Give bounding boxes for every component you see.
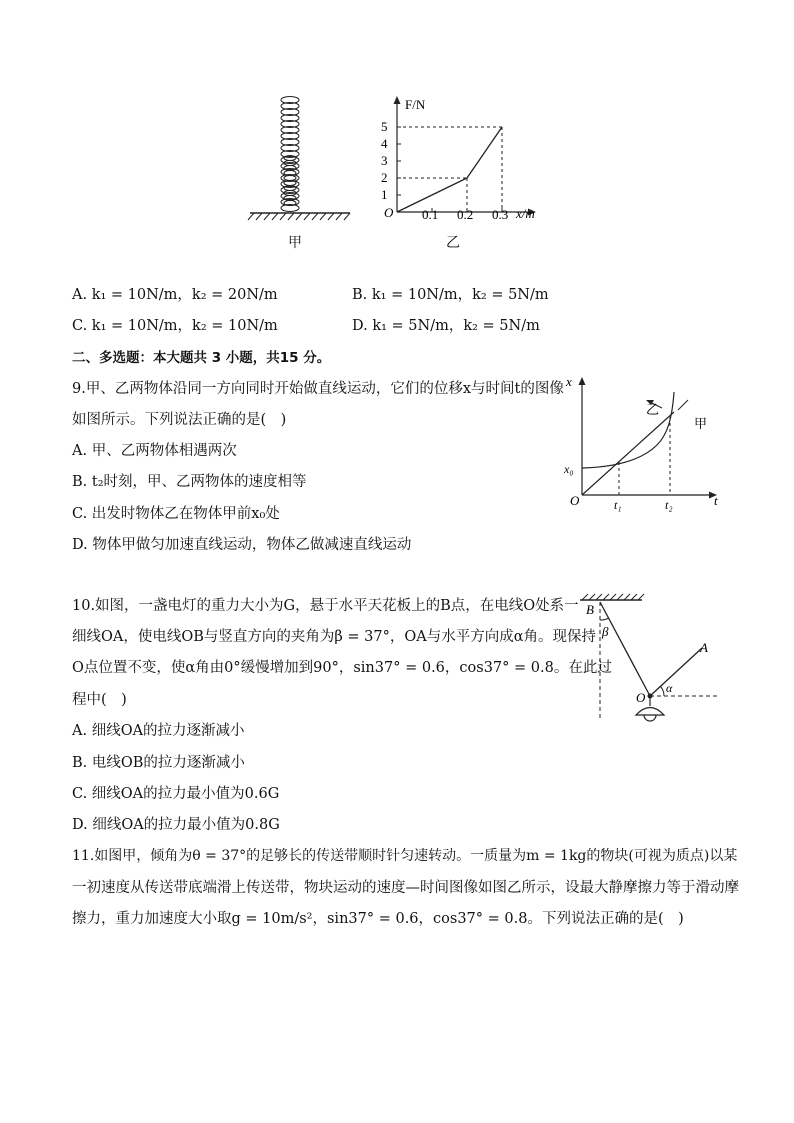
section-heading: 二、多选题：本大题共 3 小题，共15 分。 [72, 350, 331, 366]
x0-label: x₀ [564, 462, 574, 476]
q9-option-a: A. 甲、乙两物体相遇两次 [72, 443, 237, 459]
q8-option-b: B. k₁ = 10N/m，k₂ = 5N/m [352, 287, 549, 303]
q11-line2: 一初速度从传送带底端滑上传送带，物块运动的速度—时间图像如图乙所示，设最大静摩擦力等于滑动摩 [72, 880, 739, 896]
y-tick-2: 2 [381, 170, 388, 185]
label-A: A [700, 640, 708, 655]
q10-stem-line1: 10.如图，一盏电灯的重力大小为G，悬于水平天花板上的B点，在电线O处系一 [72, 598, 579, 614]
origin-label: O [384, 205, 394, 220]
q9-xt-graph [562, 370, 727, 518]
x-axis-label: x [566, 374, 572, 389]
label-beta: β [602, 624, 609, 639]
y-axis-arrow [394, 96, 401, 104]
yi-label: 乙 [646, 402, 660, 417]
lamp-shade [636, 708, 664, 716]
figure-label-jia: 甲 [288, 235, 302, 251]
beta-arc [600, 618, 609, 620]
label-O: O [636, 690, 646, 705]
q8-option-a: A. k₁ = 10N/m，k₂ = 20N/m [72, 287, 278, 303]
q11-line3: 擦力，重力加速度大小取g = 10m/s²，sin37° = 0.6，cos37° = 0.8。下列说法正确的是( ) [72, 911, 684, 927]
x-tick-3: 0.3 [492, 207, 509, 222]
label-B: B [586, 602, 594, 617]
q9-option-b: B. t₂时刻，甲、乙两物体的速度相等 [72, 474, 307, 490]
q8-option-c: C. k₁ = 10N/m，k₂ = 10N/m [72, 318, 278, 334]
x-tick-1: 0.1 [422, 207, 439, 222]
guide-lines [397, 127, 502, 212]
y-tick-5: 5 [381, 119, 388, 134]
x-axis-label: x/m [516, 206, 535, 221]
q11-line1: 11.如图甲，倾角为θ = 37°的足够长的传送带顺时针匀速转动。一质量为m = 1kg的物块(可视为质点)以某 [72, 848, 738, 864]
y-tick-3: 3 [381, 153, 388, 168]
t2-label: t₂ [665, 498, 673, 512]
x-axis-arrow [579, 377, 586, 385]
q10-lamp-figure [570, 590, 730, 730]
jia-label: 甲 [694, 416, 708, 431]
q10-option-a: A. 细线OA的拉力逐渐减小 [72, 723, 245, 739]
q10-option-b: B. 电线OB的拉力逐渐减小 [72, 755, 245, 771]
spring-figure [240, 88, 560, 228]
ground-hatching [248, 213, 350, 220]
alpha-arc [660, 686, 664, 696]
lamp-bulb [644, 715, 656, 721]
q9-option-d: D. 物体甲做匀加速直线运动，物体乙做减速直线运动 [72, 537, 412, 553]
t1-label: t₁ [614, 498, 622, 512]
force-curve [397, 127, 502, 212]
label-alpha: α [666, 681, 673, 695]
origin-label: O [570, 493, 580, 508]
jia-pointer [678, 400, 688, 410]
q10-stem-line4: 程中( ) [72, 692, 127, 708]
ceiling-hatching [582, 594, 644, 600]
y-tick-1: 1 [381, 187, 388, 202]
q9-option-c: C. 出发时物体乙在物体甲前x₀处 [72, 506, 280, 522]
x-tick-2: 0.2 [457, 207, 474, 222]
fx-graph [381, 96, 536, 222]
y-axis-label: F/N [405, 97, 426, 112]
q8-option-d: D. k₁ = 5N/m，k₂ = 5N/m [352, 318, 540, 334]
q10-option-c: C. 细线OA的拉力最小值为0.6G [72, 786, 280, 802]
q9-stem-line1: 9.甲、乙两物体沿同一方向同时开始做直线运动，它们的位移x与时间t的图像 [72, 381, 564, 397]
outer-spring [281, 97, 299, 212]
line-yi [582, 412, 674, 495]
q10-stem-line3: O点位置不变，使α角由0°缓慢增加到90°，sin37° = 0.6，cos37° = 0.8。在此过 [72, 660, 612, 676]
q10-stem-line2: 细线OA，使电线OB与竖直方向的夹角为β = 37°，OA与水平方向成α角。现保持 [72, 629, 597, 645]
q10-option-d: D. 细线OA的拉力最小值为0.8G [72, 817, 280, 833]
thread-OA [650, 648, 702, 696]
curve-jia [582, 392, 674, 468]
y-tick-4: 4 [381, 136, 388, 151]
t-axis-label: t [714, 493, 718, 508]
wire-OB [600, 602, 650, 696]
figure-label-yi: 乙 [446, 235, 460, 251]
q9-stem-line2: 如图所示。下列说法正确的是( ) [72, 412, 287, 428]
